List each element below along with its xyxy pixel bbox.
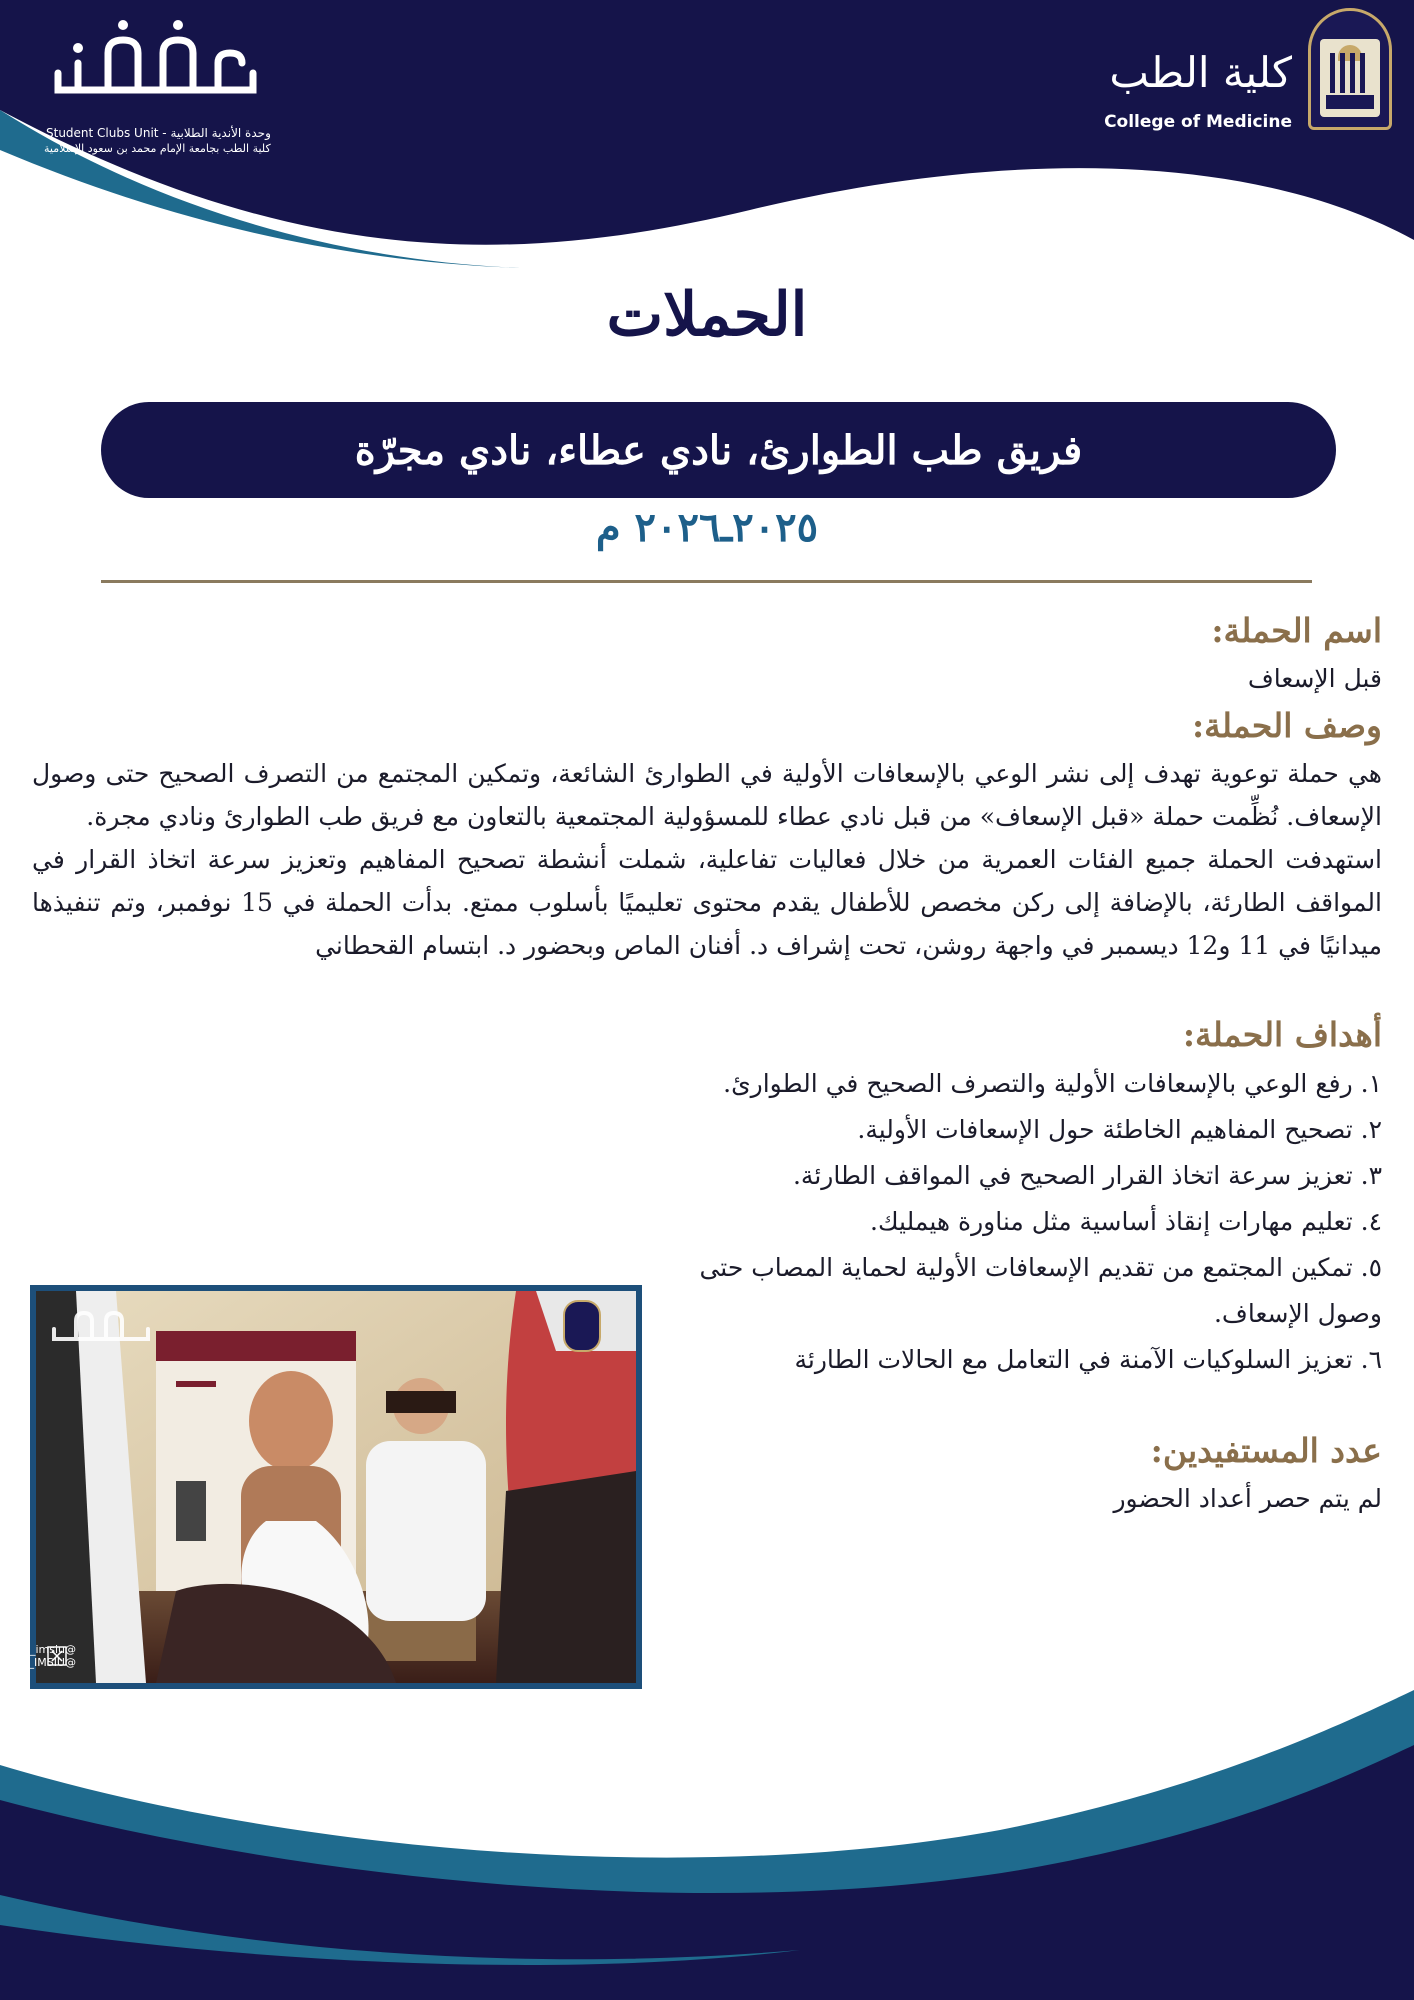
clubs-unit-english: Student Clubs Unit - وحدة الأندية الطلابية <box>46 126 271 140</box>
section-divider <box>101 580 1312 583</box>
clubs-logo-mark-icon <box>48 18 268 98</box>
campaign-description-paragraph-1: هي حملة توعوية تهدف إلى نشر الوعي بالإسعافات الأولية في الطوارئ الشائعة، وتمكين المجتمع من التصرف الصحيح حتى وصول الإسعاف. نُظِّمت حملة «قبل الإسعاف» من قبل نادي عطاء للمسؤولية المجتمعية بالتعاون مع فريق طب الطوارئ ونادي مجرة. <box>32 759 1382 831</box>
goal-item: ٤. تعليم مهارات إنقاذ أساسية مثل مناورة هيمليك. <box>870 1207 1382 1236</box>
campaign-photo-illustration <box>5 1291 636 1683</box>
photo-handle-2: @SC_IMSIU <box>13 1656 76 1669</box>
beneficiaries-label: عدد المستفيدين: <box>1150 1431 1382 1470</box>
footer-wave-background <box>0 1670 1414 2000</box>
clubs-unit-arabic: كلية الطب بجامعة الإمام محمد بن سعود الإسلامية <box>44 142 271 155</box>
goal-item: ٢. تصحيح المفاهيم الخاطئة حول الإسعافات الأولية. <box>857 1115 1382 1144</box>
academic-year: ٢٠٢٥ـ٢٠٢٦ م <box>595 504 819 551</box>
campaign-photo <box>5 1285 642 1689</box>
campaign-description-label: وصف الحملة: <box>1191 706 1382 745</box>
campaign-goals-list <box>642 1061 1382 1383</box>
campaign-goals-label: أهداف الحملة: <box>1182 1015 1382 1054</box>
campaign-name-label: اسم الحملة: <box>1211 611 1382 650</box>
campaign-description-paragraph-2: استهدفت الحملة جميع الفئات العمرية من خلال فعاليات تفاعلية، شملت أنشطة تصحيح المفاهيم وتعزيز سرعة اتخاذ القرار في المواقف الطارئة، بالإضافة إلى ركن مخصص للأطفال يقدم محتوى تعليميًا بأسلوب ممتع. بدأت الحملة في 15 نوفمبر، وتم تنفيذها ميدانيًا في 11 و12 ديسمبر في واجهة روشن، تحت إشراف د. أفنان الماص وبحضور د. ابتسام القحطاني <box>32 845 1382 960</box>
campaign-name: قبل الإسعاف <box>1247 664 1382 693</box>
college-name-english: College of Medicine <box>1104 112 1292 132</box>
university-seal-icon <box>1308 8 1392 130</box>
page-title: الحملات <box>606 280 808 350</box>
goal-item: ٦. تعزيز السلوكيات الآمنة في التعامل مع الحالات الطارئة <box>794 1345 1382 1374</box>
beneficiaries-count: لم يتم حصر أعداد الحضور <box>1113 1484 1382 1513</box>
student-clubs-logo <box>40 18 280 155</box>
college-name-arabic: كلية الطب <box>1109 48 1292 97</box>
goal-item: ١. رفع الوعي بالإسعافات الأولية والتصرف الصحيح في الطوارئ. <box>723 1069 1382 1098</box>
photo-handle-1: @med_imsiu <box>5 1643 76 1656</box>
goal-item: ٥. تمكين المجتمع من تقديم الإسعافات الأولية لحماية المصاب حتى وصول الإسعاف. <box>699 1253 1382 1328</box>
college-of-medicine-logo <box>1092 8 1392 133</box>
team-banner: فريق طب الطوارئ، نادي عطاء، نادي مجرّة <box>101 402 1336 498</box>
goal-item: ٣. تعزيز سرعة اتخاذ القرار الصحيح في المواقف الطارئة. <box>792 1161 1382 1190</box>
